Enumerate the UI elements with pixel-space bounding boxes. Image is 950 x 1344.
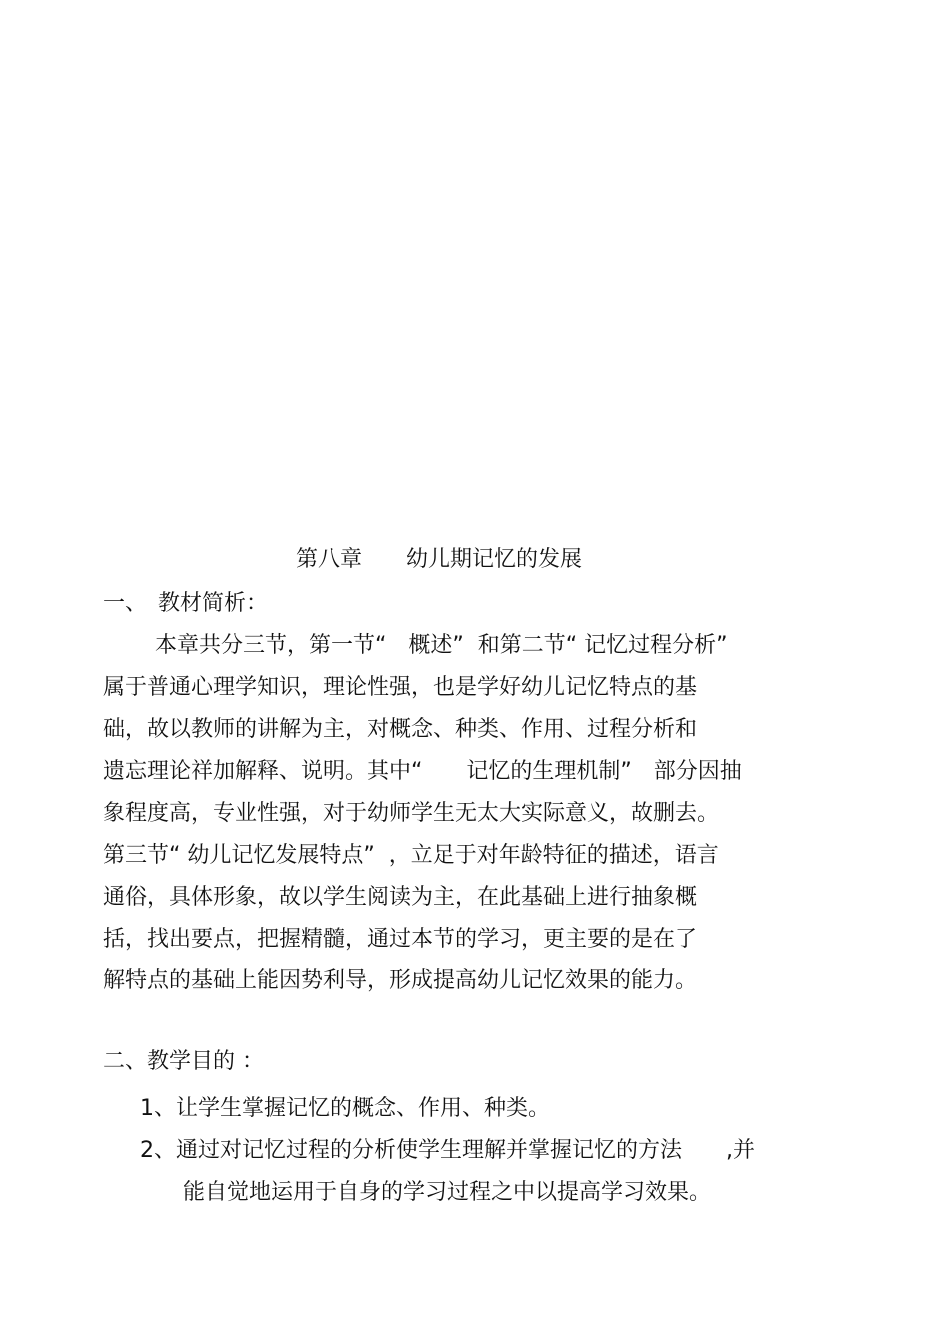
paragraph-line: 属于普通心理学知识，理论性强，也是学好幼儿记忆特点的基 (103, 675, 698, 700)
paragraph-line: 象程度高，专业性强，对于幼师学生无太大实际意义，故删去。 (103, 801, 720, 826)
section-heading-2: 二、教学目的 ： (103, 1049, 264, 1074)
list-item: 2、通过对记忆过程的分析使学生理解并掌握记忆的方法 ,并 (140, 1138, 755, 1163)
paragraph-line: 第三节“ 幼儿记忆发展特点” ，立足于对年龄特征的描述，语言 (103, 843, 719, 868)
paragraph-line: 解特点的基础上能因势利导，形成提高幼儿记忆效果的能力。 (103, 968, 698, 993)
paragraph-line: 括，找出要点，把握精髓，通过本节的学习，更主要的是在了 (103, 927, 698, 952)
section-heading-1: 一、 教材简析： (103, 591, 269, 616)
paragraph-line: 通俗，具体形象，故以学生阅读为主，在此基础上进行抽象概 (103, 885, 698, 910)
list-item-continuation: 能自觉地运用于自身的学习过程之中以提高学习效果。 (183, 1180, 712, 1205)
paragraph-line: 本章共分三节，第一节“ 概述” 和第二节“ 记忆过程分析” (155, 633, 728, 658)
chapter-title: 第八章 幼儿期记忆的发展 (296, 547, 583, 572)
paragraph-line: 础，故以教师的讲解为主，对概念、种类、作用、过程分析和 (103, 717, 698, 742)
paragraph-line: 遗忘理论祥加解释、说明。其中“ 记忆的生理机制” 部分因抽 (103, 759, 742, 784)
list-item: 1、让学生掌握记忆的概念、作用、种类。 (140, 1096, 550, 1121)
